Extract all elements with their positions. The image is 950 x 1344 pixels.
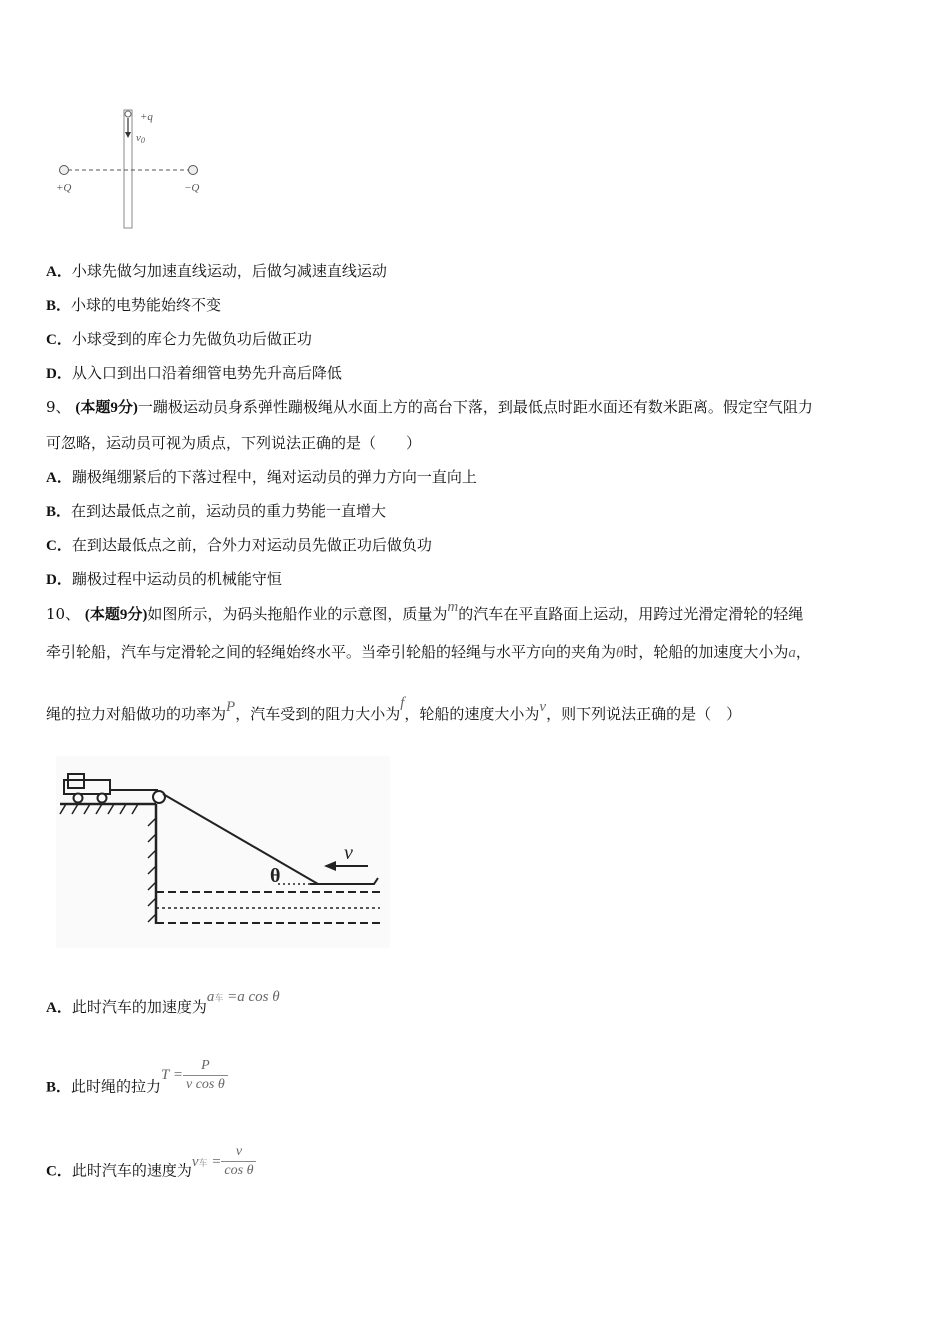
q9-option-a: A．蹦极绳绷紧后的下落过程中，绳对运动员的弹力方向一直向上 (46, 468, 477, 486)
q10-option-c: C．此时汽车的速度为v车 = $\frac{v}{\text{cos θ}}$ (46, 1153, 256, 1190)
q9-option-b: B．在到达最低点之前，运动员的重力势能一直增大 (46, 502, 387, 520)
q10-stem-line2: 牵引轮船，汽车与定滑轮之间的轻绳始终水平。当牵引轮船的轻绳与水平方向的夹角为θ时，轮船的加速度大小为a， (46, 643, 811, 661)
q10-option-a: A．此时汽车的加速度为a车 =a cos θ (46, 989, 280, 1016)
q10-option-b: B．此时绳的拉力T = $\frac{P}{\text{v cos θ}}$ (46, 1069, 228, 1106)
label-minus-Q: −Q (184, 182, 200, 194)
label-theta: θ (270, 865, 281, 887)
figure-tugboat (56, 756, 390, 948)
label-v: v (344, 842, 353, 864)
pulley (153, 791, 165, 803)
q8-option-d: D．从入口到出口沿着细管电势先升高后降低 (46, 364, 342, 382)
label-plus-q: +q (140, 111, 153, 123)
charge-negative (189, 166, 198, 175)
q8-option-a: A．小球先做匀加速直线运动，后做匀减速直线运动 (46, 262, 387, 280)
figure-charges-tube (50, 100, 220, 235)
small-ball (125, 111, 131, 117)
q8-option-c: C．小球受到的库仑力先做负功后做正功 (46, 330, 312, 348)
q9-stem: 9、 (本题9分)一蹦极运动员身系弹性蹦极绳从水面上方的高台下落，到最低点时距水面还有数米距离。假定空气阻力 (46, 398, 813, 416)
q9-stem-cont: 可忽略，运动员可视为质点，下列说法正确的是（ ） (46, 434, 422, 452)
q9-option-d: D．蹦极过程中运动员的机械能守恒 (46, 570, 282, 588)
q9-option-c: C．在到达最低点之前，合外力对运动员先做正功后做负功 (46, 536, 432, 554)
charge-positive (60, 166, 69, 175)
label-v0: v0 (136, 132, 145, 145)
q10-stem-line3: 绳的拉力对船做功的功率为P，汽车受到的阻力大小为f，轮船的速度大小为v，则下列说法正确的是（ ） (46, 695, 742, 723)
label-plus-Q: +Q (56, 182, 72, 194)
q10-stem-line1: 10、 (本题9分)如图所示，为码头拖船作业的示意图，质量为m的汽车在平直路面上运动，用跨过光滑定滑轮的轻绳 (46, 599, 804, 623)
q8-option-b: B．小球的电势能始终不变 (46, 296, 222, 314)
